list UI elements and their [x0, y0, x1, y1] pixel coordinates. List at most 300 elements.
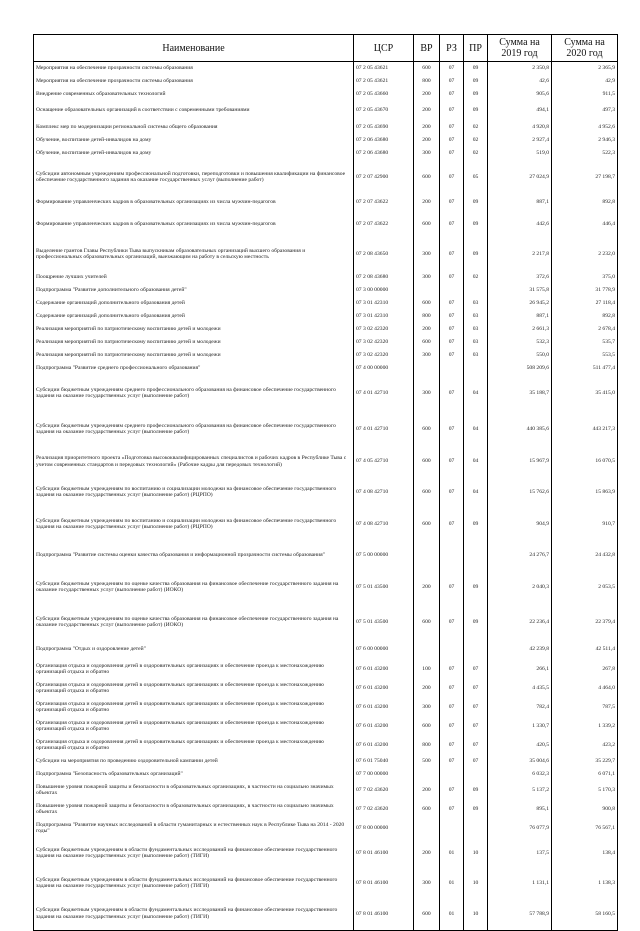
row-csr: 07 6 00 00000 [354, 640, 414, 660]
row-pr [464, 768, 488, 781]
row-rz: 07 [440, 134, 464, 147]
table-row [34, 88, 618, 101]
row-sum-2020: 35 415,0 [552, 375, 618, 412]
row-sum-2020: 35 229,7 [552, 755, 618, 768]
row-csr: 07 7 00 00000 [354, 768, 414, 781]
row-sum-2020: 4 952,6 [552, 121, 618, 134]
row-sum-2019: 508 209,6 [488, 362, 552, 375]
row-name: Содержание организаций дополнительного образования детей [34, 310, 354, 323]
row-sum-2020: 4 464,0 [552, 679, 618, 698]
table-row [34, 781, 618, 800]
table-row [34, 660, 618, 679]
row-name: Подпрограмма "Безопасность образовательных организаций" [34, 768, 354, 781]
row-name: Подпрограмма "Развитие системы оценки качества образования и информационной прозрачности системы образования" [34, 541, 354, 570]
row-vr: 300 [414, 271, 440, 284]
row-pr [464, 640, 488, 660]
row-vr: 800 [414, 75, 440, 88]
row-sum-2019: 15 967,9 [488, 447, 552, 477]
row-pr: 07 [464, 736, 488, 755]
row-rz: 07 [440, 62, 464, 75]
row-vr: 600 [414, 898, 440, 931]
row-sum-2020: 522,3 [552, 147, 618, 160]
row-csr: 07 4 01 42710 [354, 375, 414, 412]
row-rz: 01 [440, 869, 464, 898]
row-pr: 09 [464, 195, 488, 211]
row-rz: 07 [440, 477, 464, 508]
row-name: Подпрограмма "Развитие среднего профессионального образования" [34, 362, 354, 375]
row-sum-2020: 787,5 [552, 698, 618, 717]
row-name: Организация отдыха и оздоровления детей в оздоровительных организациях и обеспечение проезда к местонахождению организаций отдыха и обратно [34, 717, 354, 736]
row-sum-2019: 4 920,8 [488, 121, 552, 134]
row-name: Реализация мероприятий по патриотическому воспитанию детей и молодежи [34, 336, 354, 349]
table-row [34, 336, 618, 349]
row-csr: 07 5 01 43500 [354, 570, 414, 605]
row-vr: 200 [414, 195, 440, 211]
row-vr [414, 362, 440, 375]
row-sum-2020: 2 365,9 [552, 62, 618, 75]
row-pr: 04 [464, 412, 488, 447]
row-vr: 200 [414, 679, 440, 698]
table-header-row [34, 35, 618, 62]
row-name: Выделение грантов Главы Республики Тыва выпускникам образовательных организаций высшего образования и профессиональных образовательных организаций, выезжающим на работу в сельскую местность [34, 238, 354, 271]
row-vr [414, 819, 440, 838]
header-sum-2019: Сумма на 2019 год [488, 35, 552, 62]
row-sum-2020: 267,8 [552, 660, 618, 679]
row-vr: 600 [414, 477, 440, 508]
table-row [34, 121, 618, 134]
row-name: Комплекс мер по модернизации региональной системы общего образования [34, 121, 354, 134]
row-pr: 03 [464, 336, 488, 349]
row-csr: 07 2 08 43680 [354, 271, 414, 284]
row-pr: 07 [464, 679, 488, 698]
row-rz [440, 768, 464, 781]
row-csr: 07 4 08 42710 [354, 477, 414, 508]
row-sum-2020: 900,8 [552, 800, 618, 819]
table-row [34, 717, 618, 736]
row-csr: 07 2 05 43621 [354, 62, 414, 75]
table-row [34, 195, 618, 211]
row-sum-2020: 1 339,2 [552, 717, 618, 736]
row-sum-2019: 782,4 [488, 698, 552, 717]
row-sum-2020: 76 567,1 [552, 819, 618, 838]
row-sum-2019: 2 217,8 [488, 238, 552, 271]
row-csr: 07 2 06 43680 [354, 134, 414, 147]
row-vr: 300 [414, 349, 440, 362]
table-row [34, 800, 618, 819]
table-row [34, 508, 618, 541]
row-sum-2019: 76 077,9 [488, 819, 552, 838]
row-csr: 07 3 02 42320 [354, 323, 414, 336]
row-sum-2019: 442,6 [488, 211, 552, 238]
header-vr: ВР [414, 35, 440, 62]
row-vr: 600 [414, 160, 440, 195]
row-pr [464, 284, 488, 297]
row-sum-2020: 5 170,3 [552, 781, 618, 800]
row-name: Субсидии автономным учреждениям профессиональной подготовки, переподготовки и повышения квалификации на финансовое обеспечение государственного задания на оказание государственных услуг (выполнение работ) [34, 160, 354, 195]
row-vr: 200 [414, 101, 440, 121]
row-sum-2020: 22 379,4 [552, 605, 618, 640]
row-sum-2019: 35 188,7 [488, 375, 552, 412]
row-rz: 07 [440, 160, 464, 195]
row-csr: 07 4 01 42710 [354, 412, 414, 447]
row-csr: 07 2 07 42900 [354, 160, 414, 195]
row-rz: 07 [440, 101, 464, 121]
row-vr: 300 [414, 698, 440, 717]
row-sum-2019: 440 385,6 [488, 412, 552, 447]
row-name: Мероприятия на обеспечение прозрачности системы образования [34, 75, 354, 88]
row-csr: 07 8 01 46100 [354, 838, 414, 869]
row-name: Субсидии бюджетным учреждениям среднего профессионального образования на финансовое обеспечение государственного задания на оказание государственных услуг (выполнение работ) [34, 375, 354, 412]
row-pr: 04 [464, 375, 488, 412]
row-vr: 200 [414, 781, 440, 800]
row-csr: 07 6 01 75040 [354, 755, 414, 768]
row-vr: 200 [414, 323, 440, 336]
row-name: Организация отдыха и оздоровления детей в оздоровительных организациях и обеспечение проезда к местонахождению организаций отдыха и обратно [34, 679, 354, 698]
row-sum-2019: 904,9 [488, 508, 552, 541]
row-csr: 07 7 02 43620 [354, 800, 414, 819]
row-sum-2020: 375,0 [552, 271, 618, 284]
row-rz: 07 [440, 310, 464, 323]
row-csr: 07 6 01 43200 [354, 660, 414, 679]
row-sum-2020: 2 053,5 [552, 570, 618, 605]
table-row [34, 349, 618, 362]
row-pr: 02 [464, 271, 488, 284]
row-name: Реализация мероприятий по патриотическому воспитанию детей и молодежи [34, 323, 354, 336]
row-csr: 07 3 02 42320 [354, 349, 414, 362]
row-rz: 07 [440, 336, 464, 349]
table-row [34, 160, 618, 195]
row-name: Формирование управленческих кадров в образовательных организациях из числа мужчин-педагогов [34, 195, 354, 211]
row-sum-2019: 35 004,6 [488, 755, 552, 768]
row-csr: 07 4 08 42710 [354, 508, 414, 541]
row-name: Субсидии бюджетным учреждениям в области фундаментальных исследований на финансовое обеспечение государственного задания на оказание государственных услуг (выполнение работ) (ТИГИ) [34, 898, 354, 931]
row-rz: 07 [440, 375, 464, 412]
row-pr: 10 [464, 869, 488, 898]
row-csr: 07 2 05 43670 [354, 101, 414, 121]
row-vr: 300 [414, 869, 440, 898]
row-sum-2019: 137,5 [488, 838, 552, 869]
row-vr: 600 [414, 605, 440, 640]
row-pr: 09 [464, 605, 488, 640]
row-pr: 05 [464, 160, 488, 195]
row-name: Внедрение современных образовательных технологий [34, 88, 354, 101]
table-row [34, 679, 618, 698]
budget-table-page [33, 34, 617, 931]
row-vr [414, 640, 440, 660]
row-sum-2019: 266,1 [488, 660, 552, 679]
row-name: Обучение, воспитание детей-инвалидов на дому [34, 147, 354, 160]
row-rz: 01 [440, 838, 464, 869]
row-sum-2019: 42,6 [488, 75, 552, 88]
row-sum-2019: 887,1 [488, 195, 552, 211]
row-sum-2020: 443 217,3 [552, 412, 618, 447]
row-csr: 07 4 05 42710 [354, 447, 414, 477]
row-pr: 04 [464, 447, 488, 477]
row-pr: 09 [464, 570, 488, 605]
budget-table [33, 34, 618, 931]
row-csr: 07 2 05 43621 [354, 75, 414, 88]
row-csr: 07 2 07 43622 [354, 195, 414, 211]
row-rz: 07 [440, 238, 464, 271]
row-pr: 09 [464, 75, 488, 88]
row-vr: 800 [414, 736, 440, 755]
row-rz: 07 [440, 195, 464, 211]
row-name: Повышение уровня пожарной защиты и безопасности в образовательных организациях, в частности на социально значимых объектах [34, 800, 354, 819]
row-sum-2020: 446,4 [552, 211, 618, 238]
table-row [34, 869, 618, 898]
table-row [34, 736, 618, 755]
row-csr: 07 3 01 42310 [354, 297, 414, 310]
row-sum-2020: 892,8 [552, 310, 618, 323]
row-rz: 07 [440, 736, 464, 755]
table-row [34, 898, 618, 931]
row-rz: 07 [440, 88, 464, 101]
table-row [34, 284, 618, 297]
row-sum-2020: 497,3 [552, 101, 618, 121]
row-sum-2020: 892,8 [552, 195, 618, 211]
row-rz: 07 [440, 412, 464, 447]
header-pr: ПР [464, 35, 488, 62]
row-pr: 09 [464, 800, 488, 819]
header-rz: РЗ [440, 35, 464, 62]
row-sum-2020: 16 070,5 [552, 447, 618, 477]
row-csr: 07 5 00 00000 [354, 541, 414, 570]
row-vr: 600 [414, 508, 440, 541]
row-name: Субсидии бюджетным учреждениям по оценке качества образования на финансовое обеспечение государственного задания на оказание государственных услуг (выполнение работ) (ИОКО) [34, 570, 354, 605]
row-sum-2019: 2 661,3 [488, 323, 552, 336]
row-sum-2019: 42 239,8 [488, 640, 552, 660]
row-name: Подпрограмма "Отдых и оздоровление детей" [34, 640, 354, 660]
row-rz: 07 [440, 755, 464, 768]
row-name: Организация отдыха и оздоровления детей в оздоровительных организациях и обеспечение проезда к местонахождению организаций отдыха и обратно [34, 698, 354, 717]
table-row [34, 134, 618, 147]
row-pr: 03 [464, 297, 488, 310]
row-rz: 07 [440, 679, 464, 698]
row-sum-2019: 1 131,1 [488, 869, 552, 898]
row-pr: 07 [464, 755, 488, 768]
row-rz: 07 [440, 447, 464, 477]
row-vr: 600 [414, 211, 440, 238]
row-sum-2019: 2 040,3 [488, 570, 552, 605]
row-rz: 07 [440, 660, 464, 679]
row-csr: 07 8 01 46100 [354, 869, 414, 898]
table-row [34, 477, 618, 508]
row-vr: 600 [414, 412, 440, 447]
row-vr [414, 541, 440, 570]
row-name: Реализация приоритетного проекта «Подготовка высококвалифицированных специалистов и рабочих кадров в Республике Тыва с учетом современных стандартов и передовых технологий» (Рабочие кадры для передовых технологий) [34, 447, 354, 477]
row-vr: 800 [414, 310, 440, 323]
row-sum-2019: 1 330,7 [488, 717, 552, 736]
table-row [34, 75, 618, 88]
row-pr [464, 541, 488, 570]
table-row [34, 605, 618, 640]
row-rz: 07 [440, 271, 464, 284]
row-sum-2019: 420,5 [488, 736, 552, 755]
row-sum-2019: 4 435,5 [488, 679, 552, 698]
row-sum-2020: 31 778,9 [552, 284, 618, 297]
row-sum-2020: 553,5 [552, 349, 618, 362]
row-vr: 200 [414, 88, 440, 101]
table-row [34, 838, 618, 869]
table-row [34, 297, 618, 310]
row-sum-2020: 2 946,3 [552, 134, 618, 147]
row-csr: 07 2 07 43622 [354, 211, 414, 238]
row-sum-2019: 27 024,9 [488, 160, 552, 195]
row-vr: 600 [414, 447, 440, 477]
row-pr: 02 [464, 147, 488, 160]
row-csr: 07 6 01 43200 [354, 736, 414, 755]
row-vr [414, 284, 440, 297]
row-sum-2019: 31 575,8 [488, 284, 552, 297]
row-sum-2020: 2 678,4 [552, 323, 618, 336]
table-row [34, 375, 618, 412]
row-csr: 07 5 01 43500 [354, 605, 414, 640]
table-row [34, 62, 618, 75]
row-pr: 07 [464, 660, 488, 679]
row-sum-2019: 372,6 [488, 271, 552, 284]
row-rz: 07 [440, 508, 464, 541]
row-vr: 200 [414, 838, 440, 869]
table-row [34, 755, 618, 768]
row-name: Оснащение образовательных организаций в соответствии с современными требованиями [34, 101, 354, 121]
row-rz: 07 [440, 211, 464, 238]
row-vr: 600 [414, 336, 440, 349]
row-name: Мероприятия на обеспечение прозрачности системы образования [34, 62, 354, 75]
row-sum-2019: 494,1 [488, 101, 552, 121]
row-pr: 09 [464, 62, 488, 75]
row-rz: 07 [440, 781, 464, 800]
row-sum-2019: 57 788,9 [488, 898, 552, 931]
row-sum-2019: 22 236,4 [488, 605, 552, 640]
row-vr [414, 768, 440, 781]
row-sum-2019: 5 137,2 [488, 781, 552, 800]
row-csr: 07 6 01 43200 [354, 679, 414, 698]
row-rz [440, 362, 464, 375]
row-sum-2020: 511 477,4 [552, 362, 618, 375]
row-sum-2020: 27 198,7 [552, 160, 618, 195]
row-rz: 01 [440, 898, 464, 931]
row-pr [464, 819, 488, 838]
header-sum-2020: Сумма на 2020 год [552, 35, 618, 62]
table-row [34, 768, 618, 781]
row-pr: 10 [464, 838, 488, 869]
row-name: Субсидии бюджетным учреждениям среднего профессионального образования на финансовое обеспечение государственного задания на оказание государственных услуг (выполнение работ) [34, 412, 354, 447]
row-sum-2020: 27 118,4 [552, 297, 618, 310]
table-body [34, 62, 618, 931]
row-rz: 07 [440, 121, 464, 134]
row-rz: 07 [440, 570, 464, 605]
row-sum-2020: 6 071,1 [552, 768, 618, 781]
row-sum-2020: 1 138,3 [552, 869, 618, 898]
row-rz: 07 [440, 717, 464, 736]
row-name: Подпрограмма "Развитие дополнительного образования детей" [34, 284, 354, 297]
table-row [34, 310, 618, 323]
row-sum-2020: 15 863,9 [552, 477, 618, 508]
row-vr: 300 [414, 238, 440, 271]
row-name: Субсидии бюджетным учреждениям по воспитанию и социализации молодежи на финансовое обеспечение государственного задания на оказание государственных услуг (выполнение работ) (РЦРПО) [34, 508, 354, 541]
row-pr: 09 [464, 508, 488, 541]
row-sum-2020: 423,2 [552, 736, 618, 755]
row-csr: 07 3 01 42310 [354, 310, 414, 323]
row-name: Субсидии бюджетным учреждениям в области фундаментальных исследований на финансовое обеспечение государственного задания на оказание государственных услуг (выполнение работ) (ТИГИ) [34, 869, 354, 898]
row-csr: 07 7 02 43620 [354, 781, 414, 800]
row-sum-2020: 535,7 [552, 336, 618, 349]
table-row [34, 211, 618, 238]
row-pr: 09 [464, 101, 488, 121]
row-rz: 07 [440, 297, 464, 310]
row-name: Формирование управленческих кадров в образовательных организациях из числа мужчин-педагогов [34, 211, 354, 238]
row-sum-2020: 911,5 [552, 88, 618, 101]
row-csr: 07 2 05 43690 [354, 121, 414, 134]
row-csr: 07 8 01 46100 [354, 898, 414, 931]
row-name: Организация отдыха и оздоровления детей в оздоровительных организациях и обеспечение проезда к местонахождению организаций отдыха и обратно [34, 736, 354, 755]
row-pr: 09 [464, 88, 488, 101]
row-vr: 200 [414, 570, 440, 605]
row-sum-2019: 550,0 [488, 349, 552, 362]
row-csr: 07 6 01 43200 [354, 698, 414, 717]
table-row [34, 101, 618, 121]
table-row [34, 447, 618, 477]
table-row [34, 238, 618, 271]
row-sum-2019: 26 945,2 [488, 297, 552, 310]
row-pr: 02 [464, 121, 488, 134]
row-sum-2020: 138,4 [552, 838, 618, 869]
header-name: Наименование [34, 35, 354, 62]
row-pr: 09 [464, 238, 488, 271]
row-rz [440, 284, 464, 297]
row-rz: 07 [440, 698, 464, 717]
row-rz: 07 [440, 75, 464, 88]
row-csr: 07 2 06 43680 [354, 147, 414, 160]
row-sum-2019: 6 032,3 [488, 768, 552, 781]
table-row [34, 698, 618, 717]
table-row [34, 147, 618, 160]
row-csr: 07 3 02 42320 [354, 336, 414, 349]
row-csr: 07 6 01 43200 [354, 717, 414, 736]
table-row [34, 362, 618, 375]
row-rz: 07 [440, 349, 464, 362]
row-name: Повышение уровня пожарной защиты и безопасности в образовательных организациях, в частности на социально значимых объектах [34, 781, 354, 800]
row-sum-2020: 58 160,5 [552, 898, 618, 931]
row-pr: 02 [464, 134, 488, 147]
row-sum-2020: 42,9 [552, 75, 618, 88]
row-sum-2019: 24 276,7 [488, 541, 552, 570]
table-row [34, 323, 618, 336]
row-sum-2020: 910,7 [552, 508, 618, 541]
row-vr: 300 [414, 147, 440, 160]
row-sum-2020: 42 511,4 [552, 640, 618, 660]
row-name: Субсидии бюджетным учреждениям по оценке качества образования на финансовое обеспечение государственного задания на оказание государственных услуг (выполнение работ) (ИОКО) [34, 605, 354, 640]
row-name: Субсидии бюджетным учреждениям в области фундаментальных исследований на финансовое обеспечение государственного задания на оказание государственных услуг (выполнение работ) (ТИГИ) [34, 838, 354, 869]
row-pr: 04 [464, 477, 488, 508]
row-name: Содержание организаций дополнительного образования детей [34, 297, 354, 310]
row-sum-2019: 895,1 [488, 800, 552, 819]
row-rz: 07 [440, 605, 464, 640]
row-pr [464, 362, 488, 375]
row-vr: 500 [414, 755, 440, 768]
table-row [34, 271, 618, 284]
row-csr: 07 8 00 00000 [354, 819, 414, 838]
row-name: Реализация мероприятий по патриотическому воспитанию детей и молодежи [34, 349, 354, 362]
row-name: Поощрение лучших учителей [34, 271, 354, 284]
row-pr: 03 [464, 349, 488, 362]
row-rz [440, 541, 464, 570]
row-pr: 09 [464, 781, 488, 800]
row-vr: 600 [414, 800, 440, 819]
row-sum-2019: 2 927,4 [488, 134, 552, 147]
row-vr: 600 [414, 297, 440, 310]
row-rz [440, 640, 464, 660]
